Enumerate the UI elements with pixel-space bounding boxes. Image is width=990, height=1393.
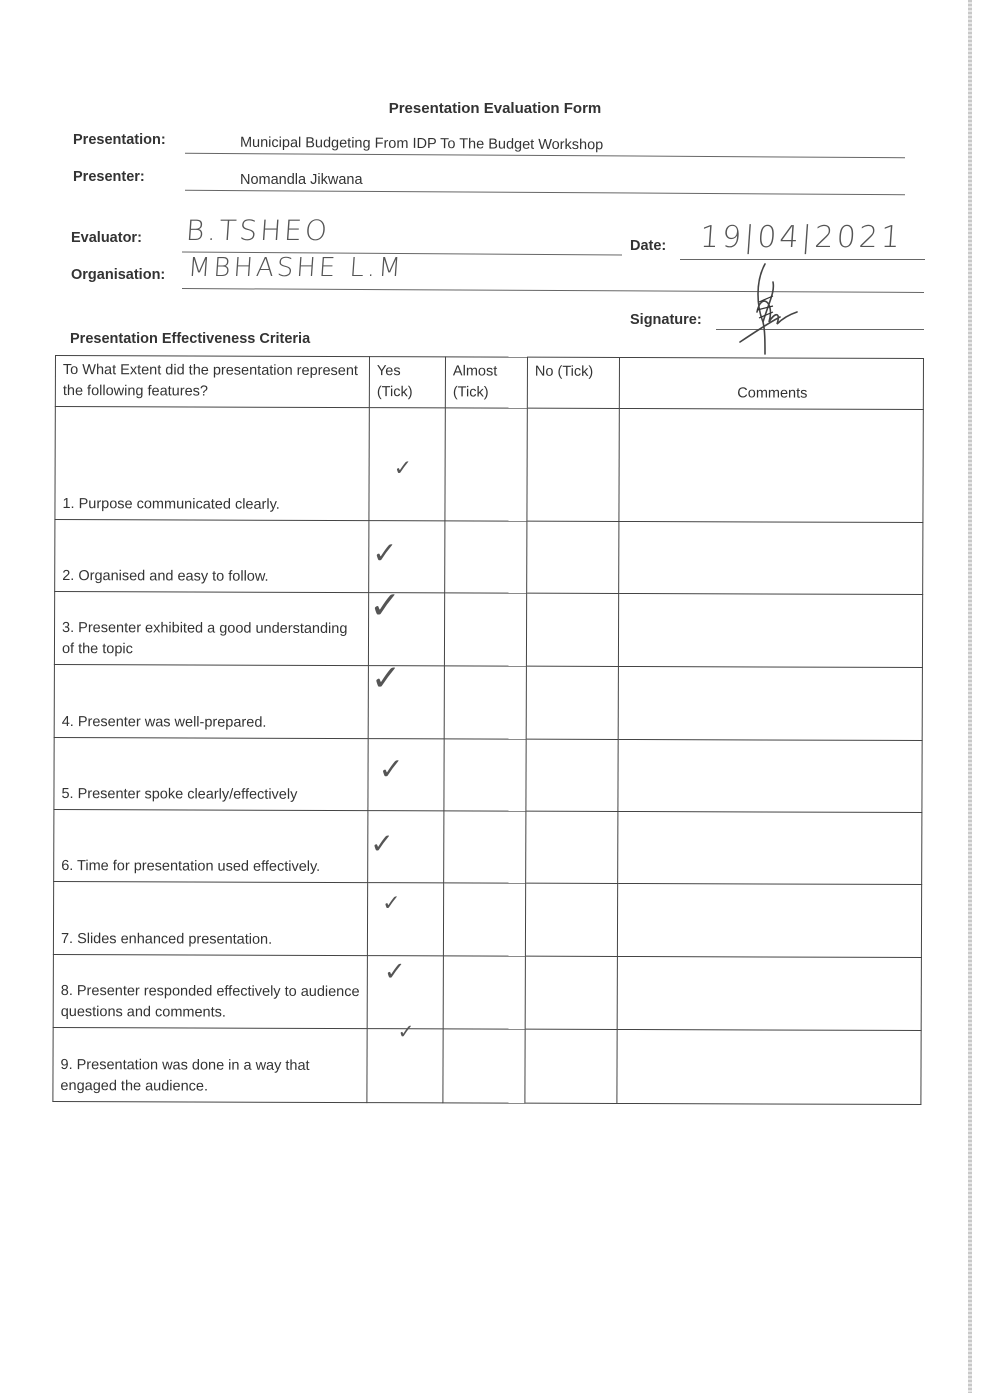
criteria-table: [52, 355, 924, 1105]
almost-cell[interactable]: [443, 956, 525, 1029]
date-underline: [680, 259, 925, 260]
presentation-label: Presentation:: [73, 132, 166, 148]
yes-cell[interactable]: [368, 583, 444, 666]
presenter-underline: [185, 190, 905, 195]
almost-cell[interactable]: [444, 593, 526, 666]
almost-cell[interactable]: [445, 521, 527, 593]
comments-cell[interactable]: [617, 956, 921, 1030]
criterion-label: 8. Presenter responded effectively to audience questions and comments.: [53, 954, 367, 1028]
date-label: Date:: [630, 238, 667, 254]
table-row: [53, 881, 921, 957]
comments-cell[interactable]: [618, 739, 922, 812]
tick-icon: ✓: [382, 891, 401, 917]
scanned-page-edge: [968, 0, 972, 1393]
table-row: [54, 809, 922, 884]
organisation-label: Organisation:: [71, 267, 166, 283]
tick-icon: ✓: [383, 957, 406, 988]
evaluator-value[interactable]: B.TSHEO: [184, 214, 332, 247]
yes-cell[interactable]: [369, 521, 445, 593]
question-header: To What Extent did the presentation represent the following features?: [55, 356, 369, 408]
yes-cell[interactable]: [369, 408, 445, 521]
table-row: [55, 407, 923, 523]
criterion-label: 9. Presentation was done in a way that engaged the audience.: [53, 1027, 367, 1102]
form-title: Presentation Evaluation Form: [388, 100, 602, 117]
criterion-label: 4. Presenter was well-prepared.: [54, 664, 368, 738]
table-row: [54, 592, 922, 668]
tick-icon: ✓: [372, 536, 398, 572]
almost-cell[interactable]: [444, 739, 526, 811]
almost-cell[interactable]: [443, 1029, 525, 1103]
table-row: [54, 664, 922, 740]
almost-header: Almost (Tick): [445, 357, 527, 408]
almost-cell[interactable]: [445, 408, 527, 521]
almost-cell[interactable]: [444, 666, 526, 739]
no-cell[interactable]: [526, 666, 618, 739]
comments-header: Comments: [619, 357, 923, 409]
signature-icon[interactable]: [735, 262, 815, 357]
yes-cell[interactable]: [367, 883, 443, 956]
tick-icon: ✓: [397, 1019, 415, 1044]
criterion-label: 1. Purpose communicated clearly.: [55, 407, 369, 521]
criterion-label: 3. Presenter exhibited a good understanding of the topic: [54, 592, 368, 666]
tick-icon: ✓: [369, 583, 402, 628]
yes-cell[interactable]: [368, 658, 444, 739]
comments-cell[interactable]: [619, 521, 923, 594]
criterion-label: 5. Presenter spoke clearly/effectively: [54, 737, 368, 810]
no-cell[interactable]: [525, 883, 617, 956]
table-row: [55, 520, 923, 595]
comments-cell[interactable]: [617, 883, 921, 957]
comments-cell[interactable]: [618, 666, 922, 740]
no-cell[interactable]: [526, 739, 618, 811]
presenter-label: Presenter:: [73, 169, 145, 185]
table-header-row: [55, 356, 923, 410]
evaluator-label: Evaluator:: [71, 230, 142, 246]
comments-cell[interactable]: [619, 408, 923, 522]
criterion-label: 6. Time for presentation used effectively.: [54, 809, 368, 882]
yes-cell[interactable]: [368, 739, 444, 811]
tick-icon: ✓: [393, 456, 413, 482]
section-title: Presentation Effectiveness Criteria: [70, 331, 311, 347]
no-cell[interactable]: [526, 811, 618, 883]
comments-cell[interactable]: [618, 811, 922, 884]
date-value[interactable]: 19|04|2021: [698, 220, 905, 255]
criterion-label: 2. Organised and easy to follow.: [55, 520, 369, 593]
no-cell[interactable]: [525, 956, 617, 1029]
no-cell[interactable]: [525, 1029, 617, 1103]
no-cell[interactable]: [527, 408, 619, 521]
organisation-value[interactable]: MBHASHE L.M: [186, 253, 405, 283]
no-cell[interactable]: [527, 521, 619, 593]
yes-cell[interactable]: [367, 956, 443, 1029]
table-row: [54, 737, 922, 812]
tick-icon: ✓: [378, 752, 404, 788]
tick-icon: ✓: [370, 658, 402, 700]
presenter-value[interactable]: Nomandla Jikwana: [240, 172, 363, 188]
yes-cell[interactable]: [368, 811, 444, 883]
tick-icon: ✓: [370, 827, 394, 861]
presentation-underline: [185, 153, 905, 158]
almost-cell[interactable]: [443, 883, 525, 956]
comments-cell[interactable]: [618, 593, 922, 667]
table-row: [53, 954, 921, 1030]
comments-cell[interactable]: [617, 1029, 921, 1104]
table-row: [53, 1027, 921, 1104]
no-header: No (Tick): [527, 357, 619, 408]
presentation-value[interactable]: Municipal Budgeting From IDP To The Budget Workshop: [239, 134, 604, 154]
almost-cell[interactable]: [444, 811, 526, 883]
yes-cell[interactable]: [367, 1019, 443, 1103]
signature-label: Signature:: [630, 312, 702, 328]
criterion-label: 7. Slides enhanced presentation.: [53, 881, 367, 955]
yes-header: Yes (Tick): [369, 357, 445, 408]
no-cell[interactable]: [526, 593, 618, 666]
